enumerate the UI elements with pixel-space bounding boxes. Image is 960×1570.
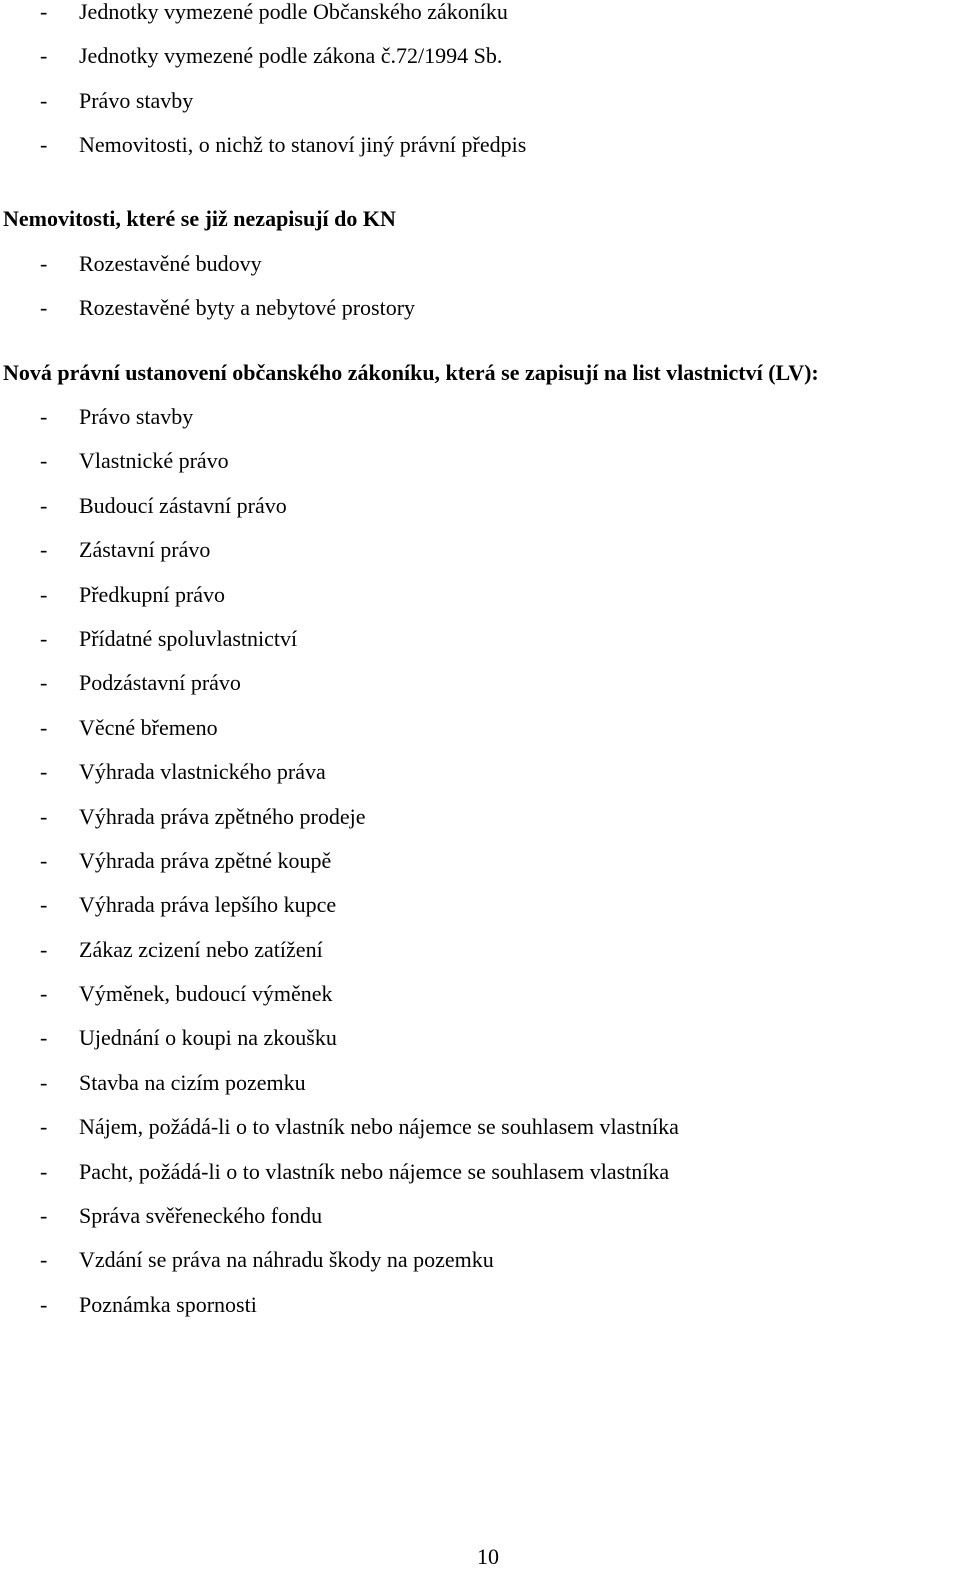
list-item-text: Výhrada vlastnického práva	[79, 759, 326, 785]
list-dash: -	[40, 404, 48, 429]
list-item	[0, 627, 960, 671]
list-item-text: Rozestavěné byty a nebytové prostory	[79, 295, 416, 321]
list-dash: -	[40, 803, 48, 829]
list-dash: -	[40, 670, 48, 696]
list-dash: -	[40, 1114, 48, 1140]
list-item	[0, 296, 960, 340]
list-item	[0, 1115, 960, 1159]
list-item	[0, 1293, 960, 1337]
list-item	[0, 583, 960, 627]
list-dash: -	[40, 714, 48, 740]
list-item-text: Nájem, požádá-li o to vlastník nebo nájemce se souhlasem vlastníka	[79, 1114, 679, 1140]
list-dash: -	[40, 981, 48, 1007]
list-item-text: Jednotky vymezené podle Občanského zákoníku	[79, 0, 508, 24]
list-item	[0, 982, 960, 1026]
not-registered-list-block	[0, 252, 960, 341]
list-item	[0, 44, 960, 88]
list-item	[0, 805, 960, 849]
list-dash: -	[40, 132, 48, 158]
list-item	[0, 133, 960, 177]
list-dash: -	[40, 1247, 48, 1273]
list-item-text: Pacht, požádá-li o to vlastník nebo nájemce se souhlasem vlastníka	[79, 1158, 670, 1184]
lv-list-block	[0, 405, 960, 1337]
list-item	[0, 716, 960, 760]
page-number: 10	[477, 1544, 499, 1569]
list-item-text: Právo stavby	[79, 87, 194, 113]
list-item-text: Stavba na cizím pozemku	[79, 1069, 306, 1095]
list-item	[0, 1071, 960, 1115]
list-item-text: Podzástavní právo	[79, 670, 241, 696]
list-item-text: Poznámka spornosti	[79, 1291, 257, 1317]
list-dash: -	[40, 847, 48, 873]
list-item-text: Věcné břemeno	[79, 714, 218, 740]
lv-list	[0, 405, 960, 1337]
list-item	[0, 1204, 960, 1248]
list-dash: -	[40, 1158, 48, 1184]
list-item	[0, 1160, 960, 1204]
top-list-block	[0, 0, 960, 178]
list-dash: -	[40, 0, 48, 24]
list-dash: -	[40, 1069, 48, 1095]
list-dash: -	[40, 1025, 48, 1051]
list-item	[0, 671, 960, 715]
list-item-text: Zástavní právo	[79, 537, 211, 563]
list-dash: -	[40, 537, 48, 563]
list-item-text: Správa svěřeneckého fondu	[79, 1203, 323, 1229]
list-item	[0, 405, 960, 449]
list-item-text: Nemovitosti, o nichž to stanoví jiný právní předpis	[79, 132, 527, 158]
list-item	[0, 538, 960, 582]
list-item	[0, 1026, 960, 1070]
list-item-text: Ujednání o koupi na zkoušku	[79, 1025, 337, 1051]
list-item-text: Budoucí zástavní právo	[79, 492, 287, 518]
list-dash: -	[40, 43, 48, 69]
list-dash: -	[40, 581, 48, 607]
list-item-text: Výměnek, budoucí výměnek	[79, 981, 333, 1007]
list-item	[0, 89, 960, 133]
list-dash: -	[40, 1291, 48, 1317]
list-item	[0, 760, 960, 804]
list-dash: -	[40, 759, 48, 785]
list-item-text: Výhrada práva zpětné koupě	[79, 847, 332, 873]
list-item-text: Výhrada práva zpětného prodeje	[79, 803, 366, 829]
list-item	[0, 938, 960, 982]
list-item-text: Zákaz zcizení nebo zatížení	[79, 936, 323, 962]
list-dash: -	[40, 492, 48, 518]
list-dash: -	[40, 892, 48, 918]
list-item	[0, 252, 960, 296]
list-item-text: Vzdání se práva na náhradu škody na pozemku	[79, 1247, 494, 1273]
list-dash: -	[40, 936, 48, 962]
list-item	[0, 849, 960, 893]
list-item	[0, 449, 960, 493]
list-item	[0, 1248, 960, 1292]
list-item-text: Jednotky vymezené podle zákona č.72/1994 Sb.	[79, 43, 503, 69]
section-heading-not-registered: Nemovitosti, které se již nezapisují do KN	[3, 206, 396, 231]
list-dash: -	[40, 625, 48, 651]
list-dash: -	[40, 251, 48, 276]
list-dash: -	[40, 295, 48, 321]
list-item-text: Rozestavěné budovy	[79, 251, 262, 276]
list-item-text: Právo stavby	[79, 404, 194, 429]
list-item	[0, 0, 960, 44]
list-item-text: Předkupní právo	[79, 581, 226, 607]
list-dash: -	[40, 448, 48, 474]
list-item-text: Vlastnické právo	[79, 448, 229, 474]
top-list	[0, 0, 960, 178]
list-dash: -	[40, 1203, 48, 1229]
list-item-text: Přídatné spoluvlastnictví	[79, 625, 298, 651]
list-dash: -	[40, 87, 48, 113]
not-registered-list	[0, 252, 960, 341]
list-item	[0, 494, 960, 538]
list-item-text: Výhrada práva lepšího kupce	[79, 892, 337, 918]
section-heading-lv: Nová právní ustanovení občanského zákoníku, která se zapisují na list vlastnictví (LV):	[3, 360, 819, 385]
list-item	[0, 893, 960, 937]
